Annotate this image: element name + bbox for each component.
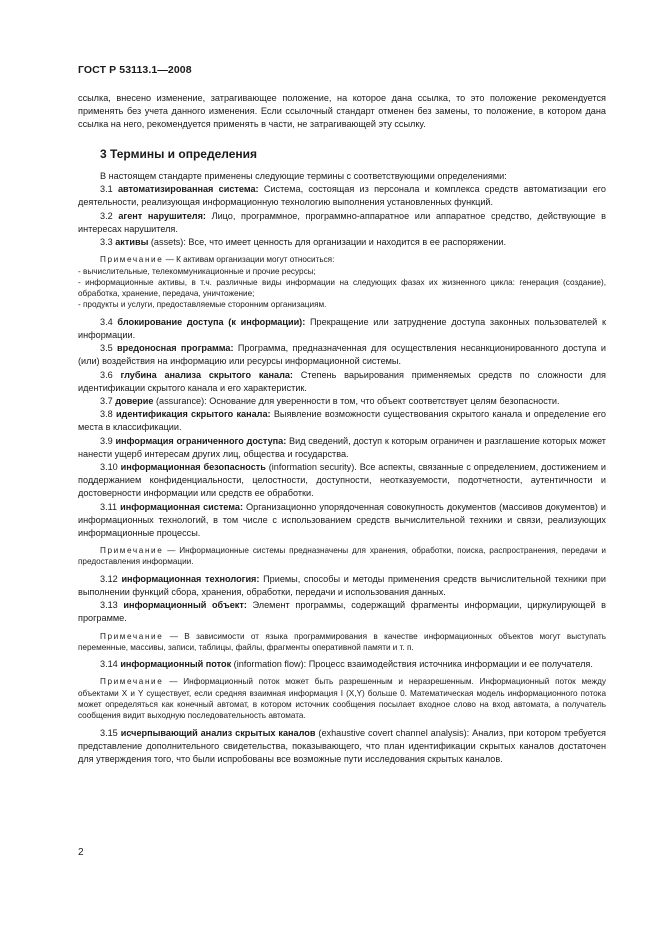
term-3-1: 3.1 автоматизированная система: Система, состоящая из персонала и комплекса средств автоматизации его деятельности, реализующая информационную технологию выполнения установленных функций. bbox=[78, 184, 606, 208]
term-name: автоматизированная система: bbox=[117, 184, 259, 195]
note-assets-item: - вычислительные, телекоммуникационные и прочие ресурсы; bbox=[78, 266, 316, 276]
term-name: информационный объект: bbox=[123, 600, 247, 611]
term-3-2: 3.2 агент нарушителя: Лицо, программное, программно-аппаратное или аппаратное средство, действующие в интересах нарушителя. bbox=[78, 210, 606, 234]
term-3-10: 3.10 информационная безопасность (information security). Все аспекты, связанные с определением, достижением и поддержанием конфиденциальности, целостности, доступности, неотказуемости, подотчетности, аутентичности и достоверности информации или средств ее обработки. bbox=[78, 461, 607, 499]
term-3-9: 3.9 информация ограниченного доступа: Вид сведений, доступ к которым ограничен и разглашение которых может нанести ущерб интересам других лиц, общества и государства. bbox=[78, 435, 606, 459]
term-3-13: 3.13 информационный объект: Элемент программы, содержащий фрагменты информации, циркулирующей в программе. bbox=[78, 600, 606, 624]
note-info-flow: Примечание — Информационный поток может быть разрешенным и неразрешенным. Информационный поток между объектами X и Y существует, если средняя взаимная информация I (X,Y) больше 0. Математическая модель информационного потока может определяться как конечный автомат, в котором источник сообщения посылает входное слово на вход автомата, а получатель сообщения видит выходную последовательность автомата. bbox=[78, 677, 606, 721]
term-3-6: 3.6 глубина анализа скрытого канала: Степень варьирования применяемых средств по сложности для идентификации скрытого канала и его характеристик. bbox=[78, 369, 606, 393]
note-info-objects: Примечание — В зависимости от языка программирования в качестве информационных объектов могут выступать переменные, массивы, записи, таблицы, файлы, фрагменты оперативной памяти и т. п. bbox=[78, 631, 606, 652]
term-3-15: 3.15 исчерпывающий анализ скрытых каналов (exhaustive covert channel analysis): Анализ, при котором требуется представление дополнительного свидетельства, показывающего, что план идентификации скрытых каналов достаточен для утверждения того, что были испробованы все возможные пути исследования скрытых каналов. bbox=[78, 727, 606, 764]
term-3-7: 3.7 доверие (assurance): Основание для уверенности в том, что объект соответствует целям безопасности. bbox=[100, 395, 560, 406]
term-name: исчерпывающий анализ скрытых каналов bbox=[120, 727, 316, 738]
intro-paragraph bbox=[78, 92, 606, 132]
term-name: информационная система: bbox=[120, 501, 244, 512]
note-assets-item: - продукты и услуги, предоставляемые сторонним организациям. bbox=[78, 300, 327, 310]
term-name: информационная технология: bbox=[121, 573, 260, 584]
document-header: ГОСТ Р 53113.1—2008 bbox=[78, 64, 192, 76]
note-info-systems: Примечание — Информационные системы предназначены для хранения, обработки, поиска, распространения, передачи и предоставления информации. bbox=[78, 546, 606, 567]
section-heading: 3 Термины и определения bbox=[100, 147, 258, 161]
term-name: агент нарушителя: bbox=[118, 210, 206, 221]
term-3-3: 3.3 активы (assets): Все, что имеет ценность для организации и находится в ее распоряжении. bbox=[100, 237, 507, 248]
term-name: активы bbox=[115, 237, 149, 248]
terms-list bbox=[78, 170, 606, 766]
term-name: идентификация скрытого канала: bbox=[115, 409, 271, 420]
page-number: 2 bbox=[78, 847, 84, 858]
term-3-4: 3.4 блокирование доступа (к информации): Прекращение или затруднение доступа законных пользователей к информации. bbox=[78, 316, 606, 340]
term-3-11: 3.11 информационная система: Организационно упорядоченная совокупность документов (массивов документов) и информационных технологий, в том числе с использованием средств вычислительной техники и связи, реализующих информационные процессы. bbox=[78, 501, 606, 538]
term-3-12: 3.12 информационная технология: Приемы, способы и методы применения средств вычислительной техники при выполнении функций сбора, хранения, обработки, передачи и использования данных. bbox=[78, 573, 606, 597]
paragraph-intro: В настоящем стандарте применены следующие термины с соответствующими определениями: bbox=[100, 171, 507, 181]
term-name: вредоносная программа: bbox=[117, 343, 234, 354]
term-3-14: 3.14 информационный поток (information flow): Процесс взаимодействия источника информации и ее получателя. bbox=[100, 659, 593, 670]
term-name: блокирование доступа (к информации): bbox=[117, 316, 306, 327]
term-name: информация ограниченного доступа: bbox=[115, 435, 287, 446]
term-name: информационный поток bbox=[120, 659, 232, 670]
term-name: глубина анализа скрытого канала: bbox=[120, 369, 293, 380]
term-3-5: 3.5 вредоносная программа: Программа, предназначенная для осуществления несанкционированного доступа и (или) воздействия на информацию или ресурсы информационной системы. bbox=[78, 343, 606, 367]
term-name: доверие bbox=[115, 395, 154, 406]
term-name: информационная безопасность bbox=[120, 461, 266, 472]
note-assets-item: - информационные активы, в т.ч. различные виды информации на следующих фазах их жизненного цикла: генерация (создание), обработка, хранение, передача, уничтожение; bbox=[78, 277, 606, 299]
term-3-8: 3.8 идентификация скрытого канала: Выявление возможности существования скрытого канала и определение его места в классификации. bbox=[78, 409, 606, 433]
intro-text: ссылка, внесено изменение, затрагивающее положение, на которое дана ссылка, то это положение рекомендуется применять без учета данного изменения. Если ссылочный стандарт отменен без замены, то положение, в котором дана ссылка на него, рекомендуется применять в части, не затрагивающей эту ссылку. bbox=[78, 93, 606, 130]
note-assets: Примечание — К активам организации могут относиться: bbox=[100, 255, 335, 265]
